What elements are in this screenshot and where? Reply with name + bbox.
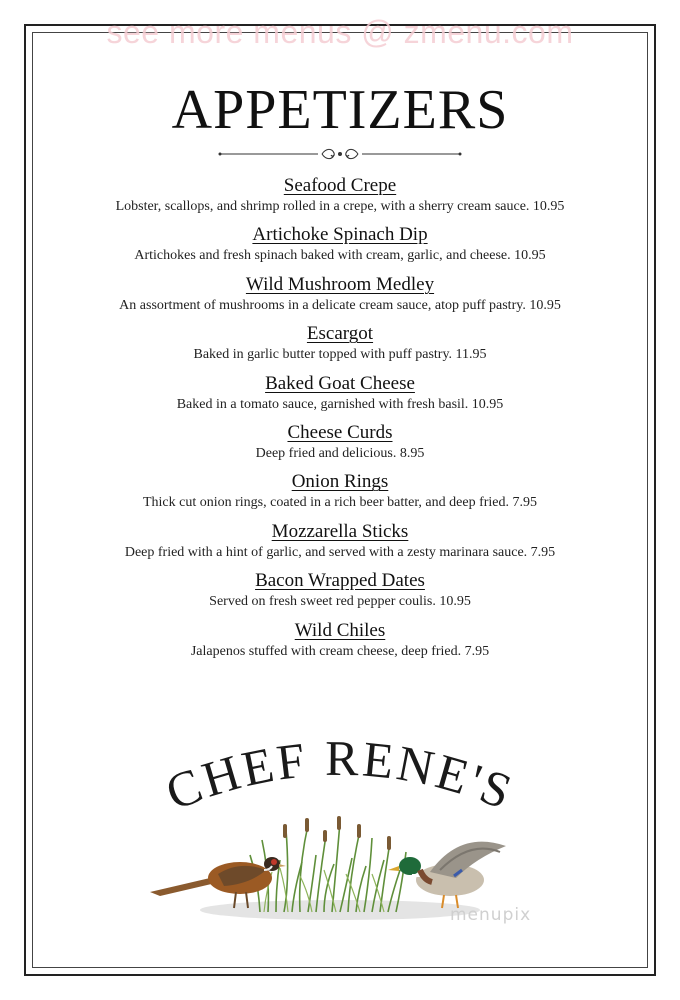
menupix-watermark: menupix [450,905,532,925]
item-name: Escargot [306,323,374,345]
item-description: Baked in a tomato sauce, garnished with fresh basil. 10.95 [176,396,504,412]
appetizer-list [40,173,640,667]
zmenu-watermark: see more menus @ zmenu.com [106,14,574,50]
menu-item [40,173,640,222]
brand-name: CHEF RENE'S [158,729,522,821]
item-description: Lobster, scallops, and shrimp rolled in a crepe, with a sherry cream sauce. 10.95 [115,199,565,214]
menu-item [40,371,640,420]
menu-item [40,420,640,469]
item-description: An assortment of mushrooms in a delicate cream sauce, atop puff pastry. 10.95 [119,297,561,313]
item-description: Deep fried and delicious. 8.95 [255,445,425,461]
item-description: Served on fresh sweet red pepper coulis. 10.95 [209,594,471,610]
item-name: Onion Rings [291,471,389,493]
menu-item [40,222,640,271]
item-name: Baked Goat Cheese [265,372,415,394]
ornamental-divider [218,146,462,162]
item-description: Jalapenos stuffed with cream cheese, deep fried. 7.95 [190,643,490,659]
item-name: Seafood Crepe [283,175,397,196]
item-name: Wild Mushroom Medley [245,273,435,295]
item-description: Artichokes and fresh spinach baked with cream, garlic, and cheese. 10.95 [134,248,546,264]
menu-item [40,568,640,617]
item-name: Artichoke Spinach Dip [252,224,428,246]
menu-item [40,469,640,518]
page-title: APPETIZERS [171,79,509,141]
item-name: Cheese Curds [287,421,393,443]
item-name: Bacon Wrapped Dates [255,570,425,592]
menu-item [40,272,640,321]
item-name: Wild Chiles [294,619,386,641]
item-name: Mozzarella Sticks [271,520,409,542]
duck-icon [388,842,506,908]
menu-item [40,618,640,667]
menu-item [40,321,640,370]
item-description: Thick cut onion rings, coated in a rich beer batter, and deep fried. 7.95 [142,495,538,511]
item-description: Deep fried with a hint of garlic, and served with a zesty marinara sauce. 7.95 [124,544,556,560]
item-description: Baked in garlic butter topped with puff pastry. 11.95 [193,347,487,363]
menu-item [40,519,640,568]
